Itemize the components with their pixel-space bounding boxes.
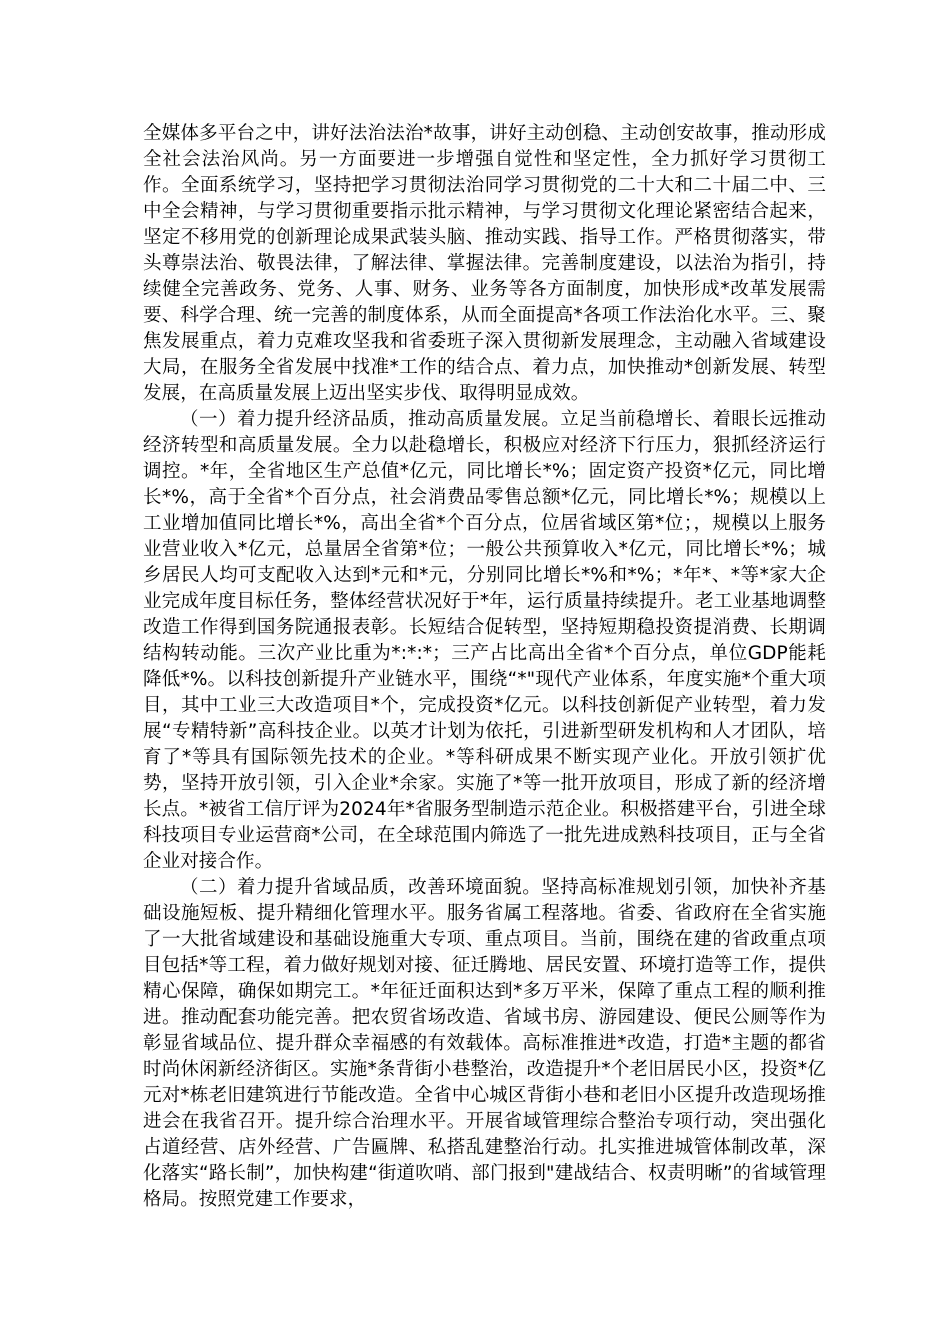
paragraph-continuation: 全媒体多平台之中，讲好法治法治*故事，讲好主动创稳、主动创安故事，推动形成全社会法治风尚。另一方面要进一步增强自觉性和坚定性，全力抓好学习贯彻工作。全面系统学习，坚持把学习贯彻法治同学习贯彻党的二十大和二十届二中、三中全会精神，与学习贯彻重要指示批示精神，与学习贯彻文化理论紧密结合起来，坚定不移用党的创新理论成果武装头脑、推动实践、指导工作。严格贯彻落实，带头尊崇法治、敬畏法律，了解法律、掌握法律。完善制度建设，以法治为指引，持续健全完善政务、党务、人事、财务、业务等各方面制度，加快形成*改革发展需要、科学合理、统一完善的制度体系，从而全面提高*各项工作法治化水平。三、聚焦发展重点，着力克难攻坚我和省委班子深入贯彻新发展理念，主动融入省域建设大局，在服务全省发展中找准*工作的结合点、着力点，加快推动*创新发展、转型发展，在高质量发展上迈出坚实步伐、取得明显成效。 (143, 123, 826, 404)
paragraph-economy: （一）着力提升经济品质，推动高质量发展。立足当前稳增长、着眼长远推动经济转型和高质量发展。全力以赴稳增长，积极应对经济下行压力，狠抓经济运行调控。*年，全省地区生产总值*亿元，同比增长*%；固定资产投资*亿元，同比增长*%，高于全省*个百分点，社会消费品零售总额*亿元，同比增长*%；规模以上工业增加值同比增长*%，高出全省*个百分点，位居省域区第*位；，规模以上服务业营业收入*亿元，总量居全省第*位；一般公共预算收入*亿元，同比增长*%；城乡居民人均可支配收入达到*元和*元，分别同比增长*%和*%；*年*、*等*家大企业完成年度目标任务，整体经营状况好于*年，运行质量持续提升。老工业基地调整改造工作得到国务院通报表彰。长短结合促转型，坚持短期稳投资提消费、长期调结构转动能。三次产业比重为*:*:*；三产占比高出全省*个百分点，单位GDP能耗降低*%。以科技创新提升产业链水平，围绕“*"现代产业体系，年度实施*个重大项目，其中工业三大改造项目*个，完成投资*亿元。以科技创新促产业转型，着力发展“专精特新”高科技企业。以英才计划为依托，引进新型研发机构和人才团队，培育了*等具有国际领先技术的企业。*等科研成果不断实现产业化。开放引领扩优势，坚持开放引领，引入企业*余家。实施了*等一批开放项目，形成了新的经济增长点。*被省工信厅评为2024年*省服务型制造示范企业。积极搭建平台，引进全球科技项目专业运营商*公司，在全球范围内筛选了一批先进成熟科技项目，正与全省企业对接合作。 (143, 409, 826, 872)
paragraph-province-quality: （二）着力提升省域品质，改善环境面貌。坚持高标准规划引领，加快补齐基础设施短板、提升精细化管理水平。服务省属工程落地。省委、省政府在全省实施了一大批省域建设和基础设施重大专项、重点项目。当前，围绕在建的省政重点项目包括*等工程，着力做好规划对接、征迁腾地、居民安置、环境打造等工作，提供精心保障，确保如期完工。*年征迁面积达到*多万平米，保障了重点工程的顺利推进。推动配套功能完善。把农贸省场改造、省域书房、游园建设、便民公厕等作为彰显省域品位、提升群众幸福感的有效载体。高标准推进*改造，打造*主题的都省时尚休闲新经济街区。实施*条背街小巷整治，改造提升*个老旧居民小区，投资*亿元对*栋老旧建筑进行节能改造。全省中心城区背街小巷和老旧小区提升改造现场推进会在我省召开。提升综合治理水平。开展省域管理综合整治专项行动，突出强化占道经营、店外经营、广告匾牌、私搭乱建整治行动。扎实推进城管体制改革，深化落实“路长制”，加快构建“街道吹哨、部门报到"建战结合、权责明晰”的省域管理格局。按照党建工作要求， (143, 877, 826, 1210)
document-page (143, 121, 826, 1213)
